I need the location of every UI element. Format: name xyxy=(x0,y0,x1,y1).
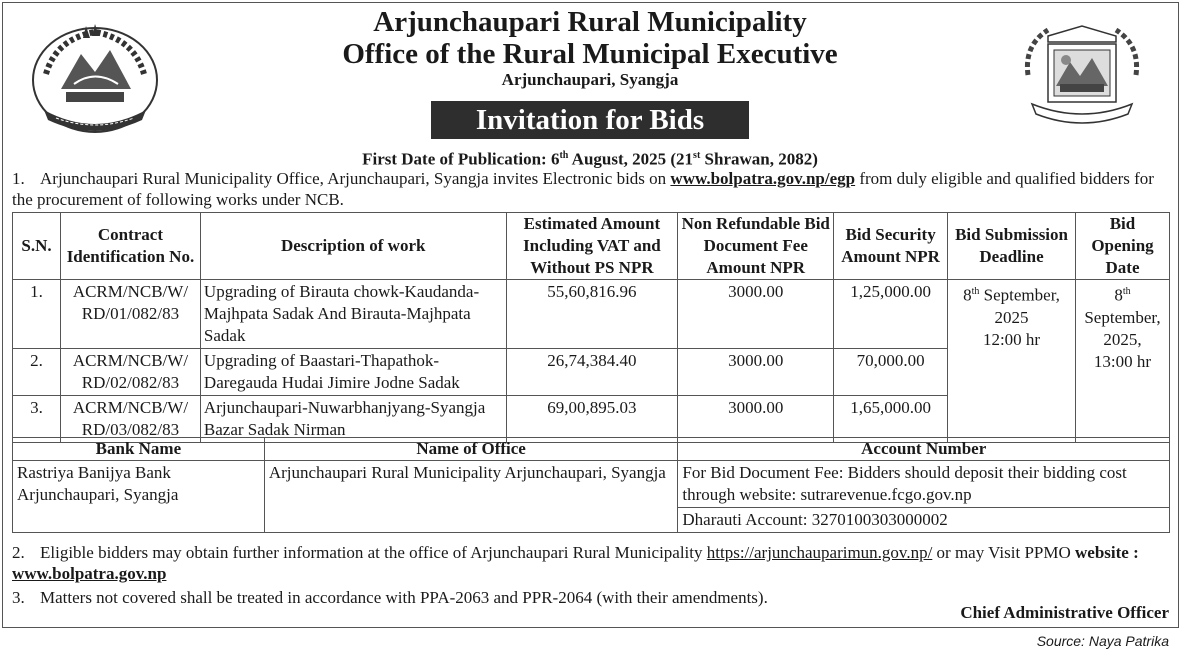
header-doc-fee: Non Refundable Bid Document Fee Amount NPR xyxy=(678,213,834,280)
opening-date: 8th September, 2025, 13:00 hr xyxy=(1075,280,1169,443)
row-estimate: 69,00,895.03 xyxy=(506,396,678,443)
signatory: Chief Administrative Officer xyxy=(960,603,1169,622)
source-credit: Source: Naya Patrika xyxy=(1036,633,1169,649)
header-contract-id: Contract Identification No. xyxy=(60,213,200,280)
location: Arjunchaupari, Syangja xyxy=(501,70,679,89)
submission-deadline: 8th September, 2025 12:00 hr xyxy=(948,280,1076,443)
header-office-name: Name of Office xyxy=(264,438,678,461)
egp-link[interactable]: www.bolpatra.gov.np/egp xyxy=(670,169,856,188)
header-security: Bid Security Amount NPR xyxy=(834,213,948,280)
office-name-cell: Arjunchaupari Rural Municipality Arjunchaupari, Syangja xyxy=(264,461,678,533)
row-estimate: 55,60,816.96 xyxy=(506,280,678,349)
row-sn: 1. xyxy=(13,280,61,349)
header-sn: S.N. xyxy=(13,213,61,280)
row-description: Upgrading of Baastari-Thapathok-Daregauda Hudai Jimire Jodne Sadak xyxy=(200,349,506,396)
row-description: Upgrading of Birauta chowk-Kaudanda-Majhpata Sadak And Birauta-Majhpata Sadak xyxy=(200,280,506,349)
bids-table xyxy=(12,212,1170,443)
info-paragraph: 2. Eligible bidders may obtain further information at the office of Arjunchaupari Rural Municipality https://arjunchauparimun.gov.np/ or may Visit PPMO website : www.bolpatra.gov.np xyxy=(12,543,1139,583)
row-sn: 3. xyxy=(13,396,61,443)
row-contract-id: ACRM/NCB/W/ RD/02/082/83 xyxy=(60,349,200,396)
row-contract-id: ACRM/NCB/W/ RD/01/082/83 xyxy=(60,280,200,349)
dharauti-account: Dharauti Account: 3270100303000002 xyxy=(678,508,1170,533)
row-doc-fee: 3000.00 xyxy=(678,396,834,443)
bank-table xyxy=(12,437,1170,533)
row-security: 1,25,000.00 xyxy=(834,280,948,349)
intro-paragraph: 1. Arjunchaupari Rural Municipality Office, Arjunchaupari, Syangja invites Electronic bids on www.bolpatra.gov.np/egp from duly eligible and qualified bidders for the procurement of following works under NCB. xyxy=(12,169,1154,209)
municipality-website-link[interactable]: https://arjunchauparimun.gov.np/ xyxy=(706,543,933,562)
bolpatra-link[interactable]: www.bolpatra.gov.np xyxy=(12,564,167,583)
header-estimate: Estimated Amount Including VAT and Without PS NPR xyxy=(506,213,678,280)
header-deadline: Bid Submission Deadline xyxy=(948,213,1076,280)
notice-title: Invitation for Bids xyxy=(431,101,749,139)
header-opening: Bid Opening Date xyxy=(1075,213,1169,280)
org-name: Arjunchaupari Rural Municipality xyxy=(373,6,807,38)
row-security: 70,000.00 xyxy=(834,349,948,396)
bank-row xyxy=(13,461,1170,508)
table-row xyxy=(13,280,1170,349)
header-account-number: Account Number xyxy=(678,438,1170,461)
matters-paragraph: 3. Matters not covered shall be treated in accordance with PPA-2063 and PPR-2064 (with their amendments). xyxy=(12,588,768,607)
row-sn: 2. xyxy=(13,349,61,396)
office-name: Office of the Rural Municipal Executive xyxy=(342,38,838,70)
bank-header-row xyxy=(13,438,1170,461)
header-bank-name: Bank Name xyxy=(13,438,265,461)
publication-date: First Date of Publication: 6th August, 2025 (21st Shrawan, 2082) xyxy=(362,149,818,169)
header-description: Description of work xyxy=(200,213,506,280)
bank-name: Rastriya Banijya Bank Arjunchaupari, Syangja xyxy=(13,461,265,533)
row-doc-fee: 3000.00 xyxy=(678,280,834,349)
table-header-row xyxy=(13,213,1170,280)
row-security: 1,65,000.00 xyxy=(834,396,948,443)
nepal-emblem-icon xyxy=(26,14,164,138)
row-estimate: 26,74,384.40 xyxy=(506,349,678,396)
municipality-seal-icon xyxy=(1018,20,1146,130)
row-contract-id: ACRM/NCB/W/ RD/03/082/83 xyxy=(60,396,200,443)
bid-fee-note: For Bid Document Fee: Bidders should deposit their bidding cost through website: sutrarevenue.fcgo.gov.np xyxy=(678,461,1170,508)
row-description: Arjunchaupari-Nuwarbhanjyang-Syangja Bazar Sadak Nirman xyxy=(200,396,506,443)
row-doc-fee: 3000.00 xyxy=(678,349,834,396)
